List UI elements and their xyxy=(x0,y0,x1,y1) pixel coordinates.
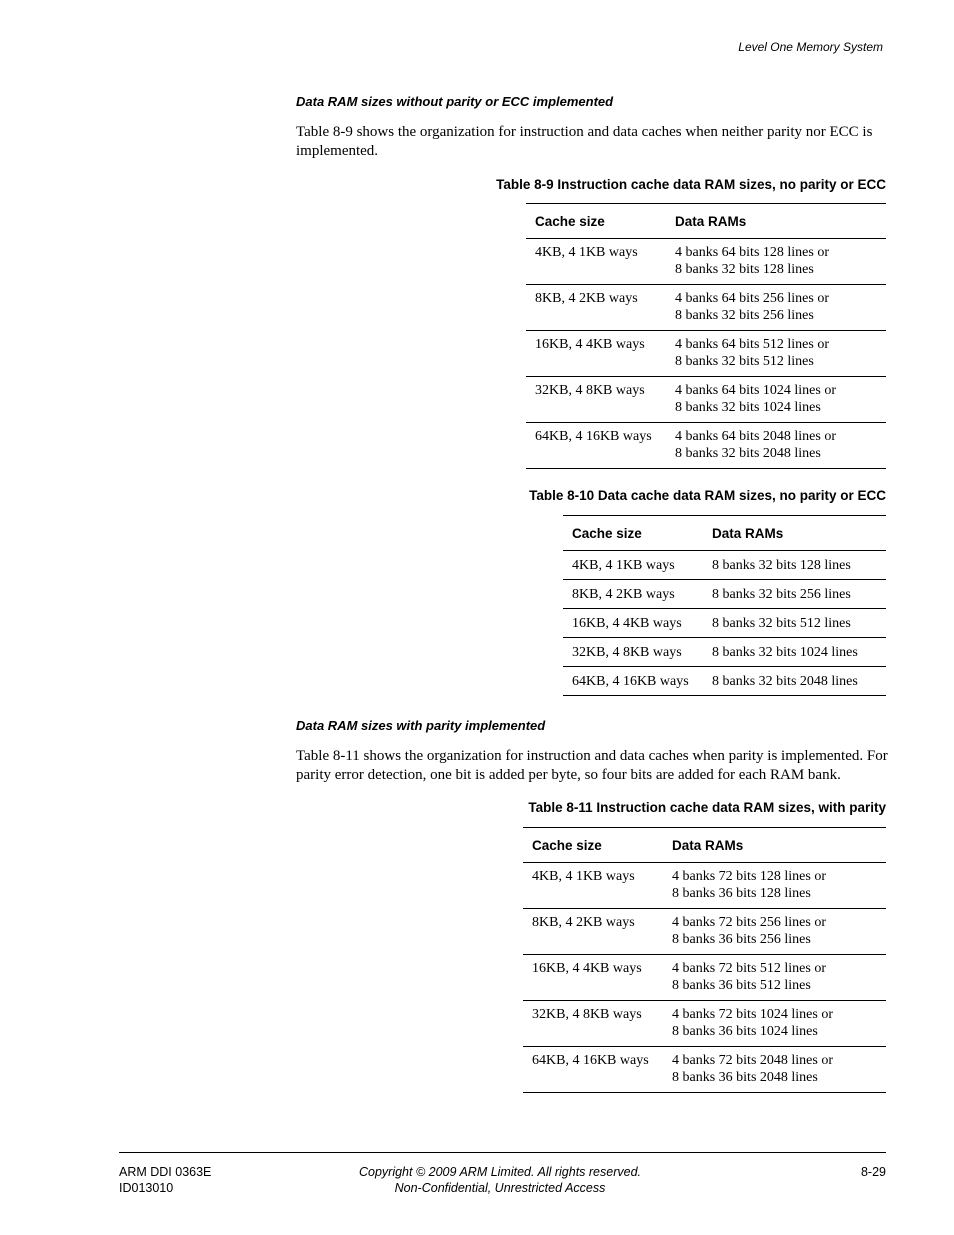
footer-rule xyxy=(119,1152,886,1153)
table-row xyxy=(523,1001,886,1047)
footer-copyright: Copyright © 2009 ARM Limited. All rights reserved. xyxy=(358,1165,641,1179)
data-rams-cell xyxy=(666,377,886,423)
cache-size-cell: 8KB, 4 2KB ways xyxy=(523,909,663,955)
column-header-data-rams: Data RAMs xyxy=(663,828,886,863)
footer-page-number: 8-29 xyxy=(860,1165,886,1179)
cache-size-cell: 32KB, 4 8KB ways xyxy=(563,638,703,667)
table-header-row xyxy=(563,516,886,551)
column-header-data-rams: Data RAMs xyxy=(703,516,886,551)
paragraph-with-parity: Table 8-11 shows the organization for instruction and data caches when parity is implemented. For parity error detection, one bit is added per byte, so four bits are added for each RAM bank. xyxy=(296,748,888,783)
data-rams-cell: 8 banks 32 bits 512 lines xyxy=(703,609,886,638)
column-header-cache-size: Cache size xyxy=(523,828,663,863)
section-heading-no-parity: Data RAM sizes without parity or ECC implemented xyxy=(296,94,614,109)
data-rams-line: 8 banks 36 bits 256 lines xyxy=(672,932,811,947)
section-heading-with-parity: Data RAM sizes with parity implemented xyxy=(296,718,546,733)
data-rams-line: 4 banks 64 bits 128 lines or xyxy=(675,245,829,260)
cache-size-cell: 16KB, 4 4KB ways xyxy=(563,609,703,638)
cache-size-cell: 16KB, 4 4KB ways xyxy=(523,955,663,1001)
table-row xyxy=(523,863,886,909)
cache-size-cell: 64KB, 4 16KB ways xyxy=(563,667,703,696)
data-rams-cell: 8 banks 32 bits 1024 lines xyxy=(703,638,886,667)
cache-size-cell: 32KB, 4 8KB ways xyxy=(526,377,666,423)
table-row xyxy=(526,239,886,285)
data-rams-line: 8 banks 36 bits 2048 lines xyxy=(672,1070,818,1085)
cache-size-cell: 16KB, 4 4KB ways xyxy=(526,331,666,377)
data-rams-line: 8 banks 32 bits 2048 lines xyxy=(675,446,821,461)
cache-size-cell: 4KB, 4 1KB ways xyxy=(532,869,635,884)
data-rams-cell: 8 banks 32 bits 128 lines xyxy=(712,558,851,573)
table-row xyxy=(563,638,886,667)
data-rams-cell: 8 banks 32 bits 2048 lines xyxy=(703,667,886,696)
table-8-11 xyxy=(523,827,886,1093)
column-header-data-rams: Data RAMs xyxy=(666,204,886,239)
data-rams-line: 4 banks 64 bits 2048 lines or xyxy=(675,429,836,444)
data-rams-line: 4 banks 64 bits 1024 lines or xyxy=(675,383,836,398)
cache-size-cell: 4KB, 4 1KB ways xyxy=(572,558,675,573)
data-rams-cell xyxy=(666,285,886,331)
column-header-cache-size: Cache size xyxy=(526,204,666,239)
table-8-9 xyxy=(526,203,886,469)
cache-size-cell: 64KB, 4 16KB ways xyxy=(523,1047,663,1093)
data-rams-cell xyxy=(663,1047,886,1093)
data-rams-line: 4 banks 64 bits 256 lines or xyxy=(675,291,829,306)
data-rams-cell xyxy=(663,863,886,909)
data-rams-line: 8 banks 36 bits 128 lines xyxy=(672,886,811,901)
table-8-10-caption: Table 8-10 Data cache data RAM sizes, no parity or ECC xyxy=(529,488,886,503)
column-header-cache-size: Cache size xyxy=(563,516,703,551)
table-row xyxy=(563,551,886,580)
data-rams-line: 4 banks 64 bits 512 lines or xyxy=(675,337,829,352)
table-row xyxy=(526,377,886,423)
table-header-row xyxy=(526,204,886,239)
table-row xyxy=(526,331,886,377)
footer-doc-id: ID013010 xyxy=(119,1181,174,1195)
data-rams-cell xyxy=(663,955,886,1001)
table-row xyxy=(563,580,886,609)
table-8-10 xyxy=(563,515,886,696)
table-header-row xyxy=(523,828,886,863)
table-row xyxy=(523,909,886,955)
data-rams-line: 4 banks 72 bits 256 lines or xyxy=(672,915,826,930)
cache-size-cell: 4KB, 4 1KB ways xyxy=(535,245,638,260)
data-rams-line: 8 banks 32 bits 512 lines xyxy=(675,354,814,369)
cache-size-cell: 64KB, 4 16KB ways xyxy=(526,423,666,469)
data-rams-line: 8 banks 36 bits 1024 lines xyxy=(672,1024,818,1039)
data-rams-line: 8 banks 32 bits 1024 lines xyxy=(675,400,821,415)
data-rams-line: 8 banks 32 bits 256 lines xyxy=(675,308,814,323)
running-header: Level One Memory System xyxy=(738,40,883,54)
data-rams-line: 4 banks 72 bits 1024 lines or xyxy=(672,1007,833,1022)
data-rams-cell xyxy=(663,1001,886,1047)
table-row xyxy=(523,1047,886,1093)
data-rams-cell xyxy=(663,909,886,955)
data-rams-cell: 8 banks 32 bits 256 lines xyxy=(703,580,886,609)
data-rams-line: 8 banks 32 bits 128 lines xyxy=(675,262,814,277)
cache-size-cell: 8KB, 4 2KB ways xyxy=(563,580,703,609)
data-rams-cell xyxy=(666,331,886,377)
data-rams-line: 4 banks 72 bits 512 lines or xyxy=(672,961,826,976)
data-rams-line: 4 banks 72 bits 2048 lines or xyxy=(672,1053,833,1068)
table-row xyxy=(563,667,886,696)
data-rams-line: 8 banks 36 bits 512 lines xyxy=(672,978,811,993)
paragraph-no-parity: Table 8-9 shows the organization for instruction and data caches when neither parity nor ECC is implemented. xyxy=(296,124,873,159)
table-row xyxy=(526,285,886,331)
table-8-11-caption: Table 8-11 Instruction cache data RAM sizes, with parity xyxy=(528,800,886,815)
table-row xyxy=(563,609,886,638)
table-row xyxy=(526,423,886,469)
footer-doc-number: ARM DDI 0363E xyxy=(119,1165,212,1179)
footer-confidentiality: Non-Confidential, Unrestricted Access xyxy=(394,1181,606,1195)
table-8-9-caption: Table 8-9 Instruction cache data RAM sizes, no parity or ECC xyxy=(496,177,886,192)
table-row xyxy=(523,955,886,1001)
data-rams-cell xyxy=(666,423,886,469)
cache-size-cell: 32KB, 4 8KB ways xyxy=(523,1001,663,1047)
data-rams-cell xyxy=(666,239,886,285)
cache-size-cell: 8KB, 4 2KB ways xyxy=(526,285,666,331)
data-rams-line: 4 banks 72 bits 128 lines or xyxy=(672,869,826,884)
